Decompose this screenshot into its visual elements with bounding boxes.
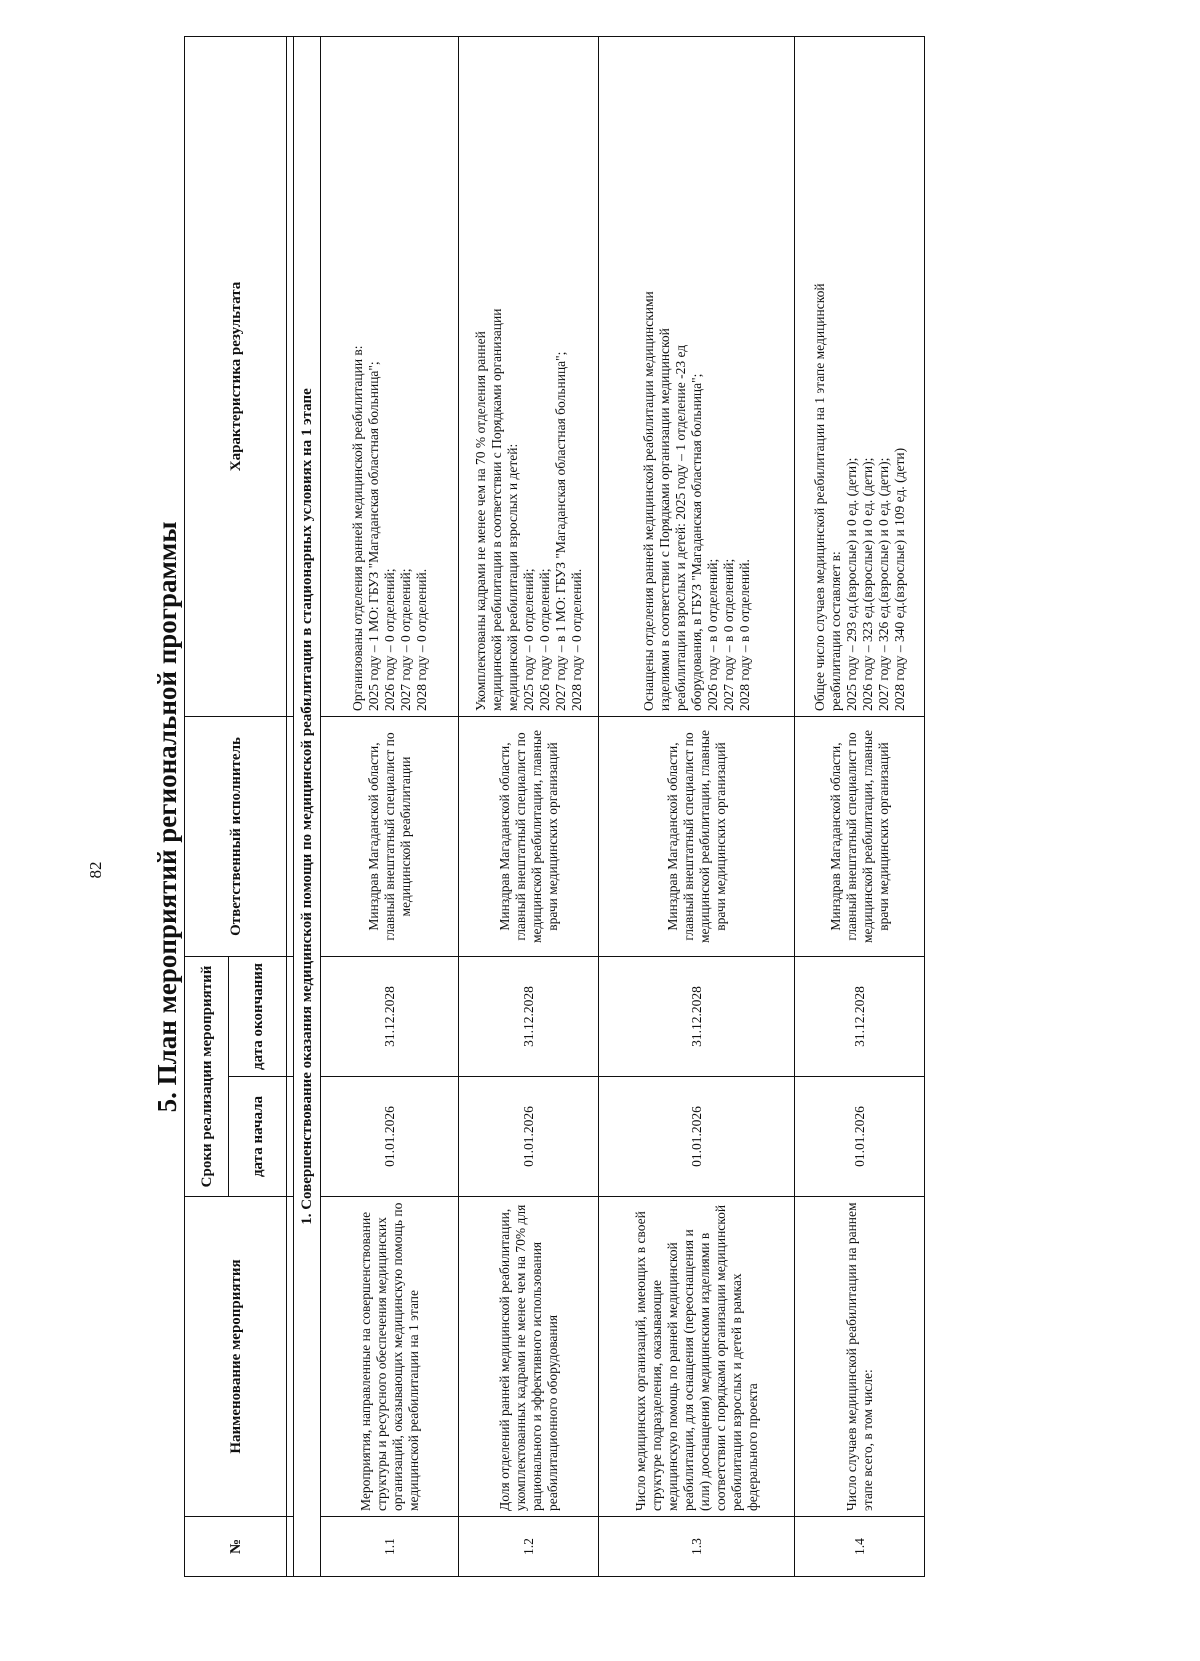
- section-title: 1. Совершенствование оказания медицинской помощи по медицинской реабилитации в стационарных условиях на 1 этапе: [294, 37, 321, 1577]
- row-start: 01.01.2026: [459, 1077, 599, 1197]
- result-line: 2025 году – 0 отделений;: [520, 568, 536, 711]
- table-row: [321, 37, 459, 1577]
- header-name: Наименование мероприятия: [185, 1197, 287, 1517]
- row-num: 1.2: [459, 1517, 599, 1577]
- row-end: 31.12.2028: [795, 957, 925, 1077]
- result-line: 2028 году – 0 отделений.: [413, 568, 429, 711]
- result-line: реабилитации составляет в:: [827, 551, 843, 711]
- result-line: 2027 году – 0 отделений;: [397, 568, 413, 711]
- result-line: 2027 году – 326 ед.(взрослые) и 0 ед. (дети);: [875, 457, 891, 711]
- row-result: [321, 37, 459, 717]
- result-line: Укомплектованы кадрами не менее чем на 70 % отделения ранней: [472, 331, 488, 711]
- row-num: 1.3: [599, 1517, 795, 1577]
- result-line: реабилитации взрослых и детей: 2025 году – 1 отделение -23 ед: [672, 344, 688, 711]
- row-executor: Минздрав Магаданской области, главный внештатный специалист по медицинской реабилитации, главные врачи медицинских организаций: [599, 717, 795, 957]
- row-result: [795, 37, 925, 717]
- result-line: изделиями в соответствии с Порядками организации медицинской: [656, 328, 672, 711]
- result-line: 2027 году – в 1 МО: ГБУЗ "Магаданская областная больница";: [552, 351, 568, 711]
- result-line: 2028 году – 340 ед.(взрослые) и 109 ед. (дети): [891, 447, 907, 711]
- header-start: дата начала: [229, 1077, 287, 1197]
- row-name: Число медицинских организаций, имеющих в своей структуре подразделения, оказывающие медицинскую помощь по ранней медицинской реабилитации, для оснащения (переоснащения и (или) дооснащения) медицинскими изделиями в соответствии с порядками организации медицинской реабилитации взрослых и детей в рамках федерального проекта: [599, 1197, 795, 1517]
- row-end: 31.12.2028: [321, 957, 459, 1077]
- header-dates: Сроки реализации мероприятий: [185, 957, 229, 1197]
- row-result: [599, 37, 795, 717]
- result-line: 2026 году – в 0 отделений;: [704, 558, 720, 711]
- row-name: Доля отделений ранней медицинской реабилитации, укомплектованных кадрами не менее чем на 70% для рационального и эффективного использования реабилитационного оборудования: [459, 1197, 599, 1517]
- result-line: 2025 году – 1 МО: ГБУЗ "Магаданская областная больница";: [365, 361, 381, 711]
- result-line: 2028 году – в 0 отделений.: [736, 559, 752, 711]
- result-line: медицинской реабилитации взрослых и детей:: [504, 443, 520, 711]
- result-line: медицинской реабилитации в соответствии с Порядками организации: [488, 308, 504, 711]
- result-line: 2025 году – 293 ед.(взрослые) и 0 ед. (дети);: [843, 457, 859, 711]
- activities-table: [184, 36, 925, 1577]
- result-line: Организованы отделения ранней медицинской реабилитации в:: [349, 345, 365, 711]
- page-title: 5. План мероприятий региональной программы: [152, 521, 182, 1113]
- section-row: [294, 37, 321, 1577]
- row-name: Число случаев медицинской реабилитации на раннем этапе всего, в том числе:: [795, 1197, 925, 1517]
- row-start: 01.01.2026: [321, 1077, 459, 1197]
- row-executor: Минздрав Магаданской области, главный внештатный специалист по медицинской реабилитации, главные врачи медицинских организаций: [459, 717, 599, 957]
- row-result: [459, 37, 599, 717]
- table-row: [795, 37, 925, 1577]
- result-line: Оснащены отделения ранней медицинской реабилитации медицинскими: [640, 291, 656, 711]
- landscape-sheet: [152, 37, 1200, 1597]
- header-result: Характеристика результата: [185, 37, 287, 717]
- result-line: 2027 году – в 0 отделений;: [720, 558, 736, 711]
- row-start: 01.01.2026: [599, 1077, 795, 1197]
- row-name: Мероприятия, направленные на совершенствование структуры и ресурсного обеспечения медицинских организаций, оказывающих медицинскую помощь по медицинской реабилитации на 1 этапе: [321, 1197, 459, 1517]
- header-executor: Ответственный исполнитель: [185, 717, 287, 957]
- table-row: [599, 37, 795, 1577]
- result-line: 2026 году – 0 отделений;: [536, 568, 552, 711]
- row-start: 01.01.2026: [795, 1077, 925, 1197]
- row-executor: Минздрав Магаданской области, главный внештатный специалист по медицинской реабилитации, главные врачи медицинских организаций: [795, 717, 925, 957]
- result-line: 2026 году – 323 ед.(взрослые) и 0 ед. (дети);: [859, 457, 875, 711]
- result-line: 2028 году – 0 отделений.: [568, 568, 584, 711]
- row-executor: Минздрав Магаданской области, главный внештатный специалист по медицинской реабилитации: [321, 717, 459, 957]
- spacer-row: [287, 37, 294, 1577]
- table-row: [459, 37, 599, 1577]
- header-end: дата окончания: [229, 957, 287, 1077]
- page-number: 82: [86, 861, 105, 879]
- result-line: Общее число случаев медицинской реабилитации на 1 этапе медицинской: [811, 283, 827, 711]
- row-end: 31.12.2028: [599, 957, 795, 1077]
- header-num: №: [185, 1517, 287, 1577]
- row-num: 1.4: [795, 1517, 925, 1577]
- result-line: оборудования, в ГБУЗ "Магаданская областная больница";: [688, 373, 704, 711]
- row-num: 1.1: [321, 1517, 459, 1577]
- row-end: 31.12.2028: [459, 957, 599, 1077]
- result-line: 2026 году – 0 отделений;: [381, 568, 397, 711]
